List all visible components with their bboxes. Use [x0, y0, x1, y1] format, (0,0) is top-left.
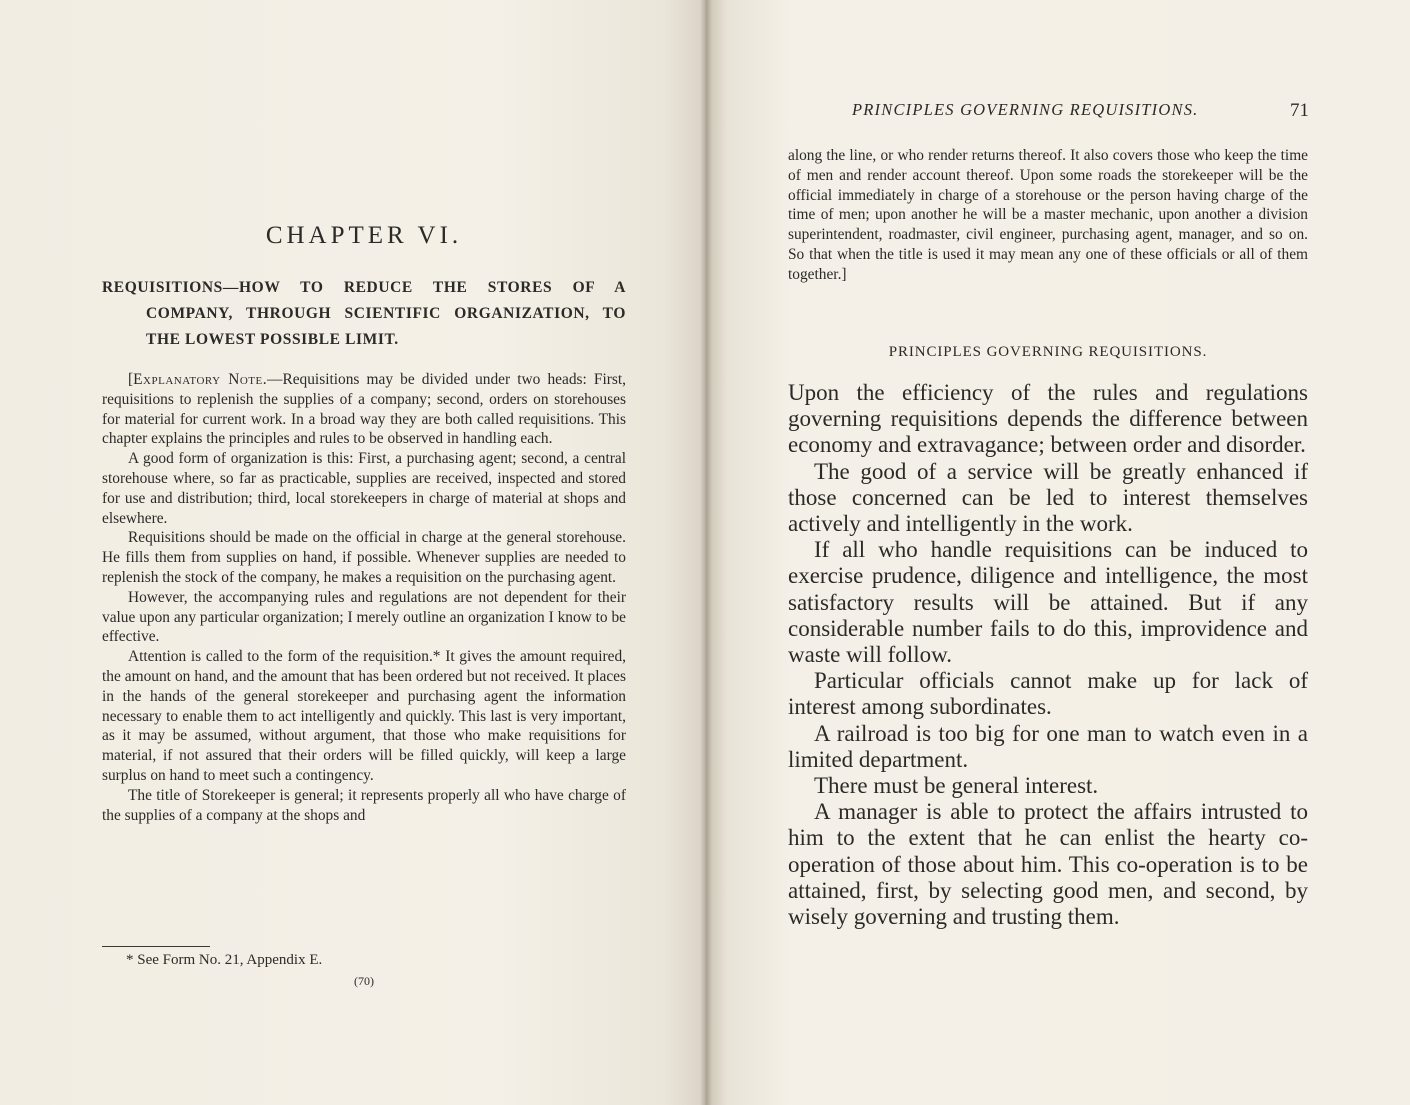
note-paragraph: Requisitions should be made on the official in charge at the general storehouse. He fills them from supplies on hand, if possible. Whenever supplies are needed to replenish the stock of the company, he makes a requisition on the purchasing agent. — [102, 529, 626, 586]
chapter-subtitle-line-1: REQUISITIONS—HOW TO REDUCE THE STORES OF A — [102, 279, 626, 296]
body-paragraph: If all who handle requisitions can be induced to exercise prudence, diligence and intelligence, the most satisfactory results will be attained. But if any considerable number fails to do this, improvidence and waste will follow. — [788, 537, 1308, 668]
body-paragraph: A manager is able to protect the affairs intrusted to him to the extent that he can enlist the hearty co-operation of those about him. This co-operation is to be attained, first, by selecting good men, and second, by wisely governing and trusting them. — [788, 799, 1308, 930]
chapter-title: CHAPTER VI. — [265, 222, 463, 249]
note-paragraph: A good form of organization is this: First, a purchasing agent; second, a central storehouse where, so far as practicable, supplies are received, inspected and stored for use and distribution; third, local storekeepers in charge of material at shops and elsewhere. — [102, 450, 626, 527]
body-paragraph: A railroad is too big for one man to watch even in a limited department. — [788, 720, 1308, 772]
explanatory-note — [102, 370, 626, 825]
footnote-divider — [102, 946, 210, 947]
note-continuation: along the line, or who render returns thereof. It also covers those who keep the time of men and render account thereof. Upon some roads the storekeeper will be the official immediately in charge of a storehouse or the person having charge of the time of men; upon another he will be a master mechanic, upon another a division superintendent, roadmaster, civil engineer, purchasing agent, manager, and so on. So that when the title is used it may mean any one of these officials or all of them together.] — [788, 147, 1308, 283]
section-heading: PRINCIPLES GOVERNING REQUISITIONS. — [888, 344, 1208, 360]
note-paragraph: Attention is called to the form of the requisition.* It gives the amount required, the amount on hand, and the amount that has been ordered but not received. It places in the hands of the general storekeeper and purchasing agent the information necessary to enable them to act intelligently and quickly. This last is very important, as it may be assumed, without argument, that those who make requisitions for material, if not assured that their orders will be filled quickly, will keep a large surplus on hand to meet such a contingency. — [102, 648, 626, 784]
note-paragraph-text: —Requisitions may be divided under two heads: First, requisitions to replenish the supplies of a company; second, orders on storehouses for material for current work. In a broad way they are both called requisitions. This chapter explains the principles and rules to be observed in handling each. — [102, 371, 626, 448]
body-paragraph: There must be general interest. — [814, 773, 1099, 799]
note-lead: Explanatory Note. — [133, 371, 268, 388]
chapter-subtitle-continuation: COMPANY, THROUGH SCIENTIFIC ORGANIZATION, TO THE LOWEST POSSIBLE LIMIT. — [146, 305, 626, 348]
body-paragraph: The good of a service will be greatly enhanced if those concerned can be led to interest themselves actively and intelligently in the work. — [788, 458, 1308, 537]
body-paragraph: Upon the efficiency of the rules and regulations governing requisitions depends the difference between economy and extravagance; between order and disorder. — [788, 380, 1308, 458]
page-number-left: (70) — [354, 974, 374, 988]
note-open-bracket: [ — [128, 371, 134, 388]
footnote: * See Form No. 21, Appendix E. — [126, 952, 323, 968]
body-paragraph: Particular officials cannot make up for lack of interest among subordinates. — [788, 668, 1308, 720]
right-page — [706, 0, 1410, 1105]
note-paragraph: However, the accompanying rules and regulations are not dependent for their value upon any particular organization; I merely outline an organization I know to be effective. — [102, 588, 626, 646]
note-paragraph: The title of Storekeeper is general; it represents properly all who have charge of the supplies of a company at the shops and — [102, 786, 626, 824]
main-text — [788, 380, 1308, 930]
note-paragraph — [102, 370, 626, 449]
running-head: PRINCIPLES GOVERNING REQUISITIONS. — [852, 100, 1199, 119]
page-number-right: 71 — [1290, 100, 1309, 121]
book-gutter — [700, 0, 712, 1105]
chapter-subtitle — [102, 275, 626, 353]
